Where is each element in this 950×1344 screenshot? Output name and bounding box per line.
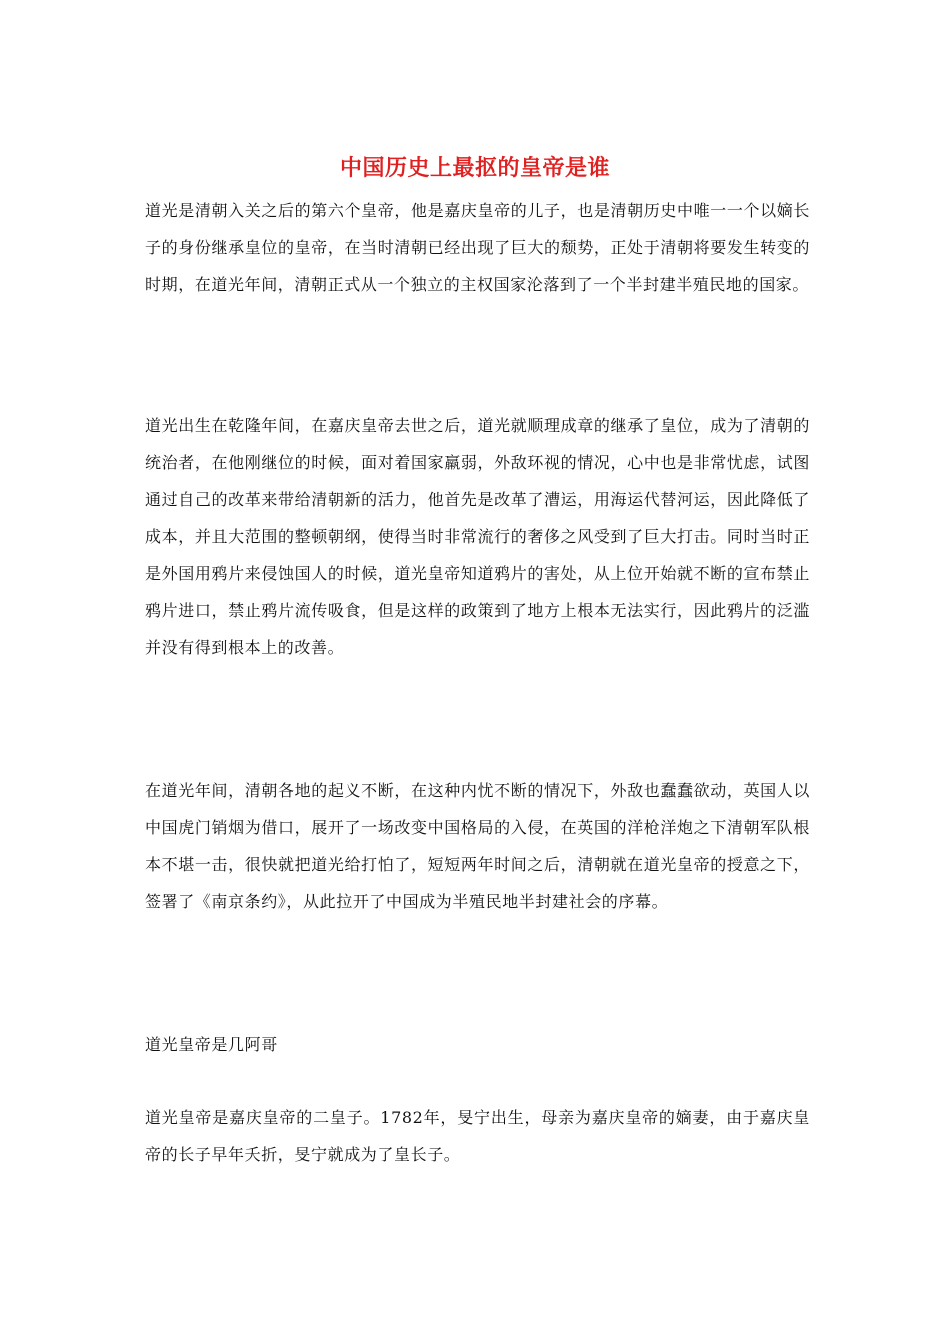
page-title: 中国历史上最抠的皇帝是谁	[339, 155, 610, 181]
paragraph-opium-war: 在道光年间，清朝各地的起义不断，在这种内忧不断的情况下，外敌也蠢蠢欲动，英国人以中国虎门销烟为借口，展开了一场改变中国格局的入侵，在英国的洋枪洋炮之下清朝军队根本不堪一击，很快就把道光给打怕了，短短两年时间之后，清朝就在道光皇帝的授意之下，签署了《南京条约》，从此拉开了中国成为半殖民地半封建社会的序幕。	[145, 781, 810, 911]
paragraph-prince: 道光皇帝是嘉庆皇帝的二皇子。1782年，旻宁出生，母亲为嘉庆皇帝的嫡妻，由于嘉庆皇帝的长子早年夭折，旻宁就成为了皇长子。	[145, 1108, 810, 1164]
paragraph-intro: 道光是清朝入关之后的第六个皇帝，他是嘉庆皇帝的儿子，也是清朝历史中唯一一个以嫡长子的身份继承皇位的皇帝，在当时清朝已经出现了巨大的颓势，正处于清朝将要发生转变的时期，在道光年间，清朝正式从一个独立的主权国家沦落到了一个半封建半殖民地的国家。	[145, 201, 810, 294]
section-heading: 道光皇帝是几阿哥	[145, 1035, 278, 1054]
paragraph-reign: 道光出生在乾隆年间，在嘉庆皇帝去世之后，道光就顺理成章的继承了皇位，成为了清朝的统治者，在他刚继位的时候，面对着国家羸弱，外敌环视的情况，心中也是非常忧虑，试图通过自己的改革来带给清朝新的活力，他首先是改革了漕运，用海运代替河运，因此降低了成本，并且大范围的整顿朝纲，使得当时非常流行的奢侈之风受到了巨大打击。同时当时正是外国用鸦片来侵蚀国人的时候，道光皇帝知道鸦片的害处，从上位开始就不断的宣布禁止鸦片进口，禁止鸦片流传吸食，但是这样的政策到了地方上根本无法实行，因此鸦片的泛滥并没有得到根本上的改善。	[145, 416, 810, 657]
